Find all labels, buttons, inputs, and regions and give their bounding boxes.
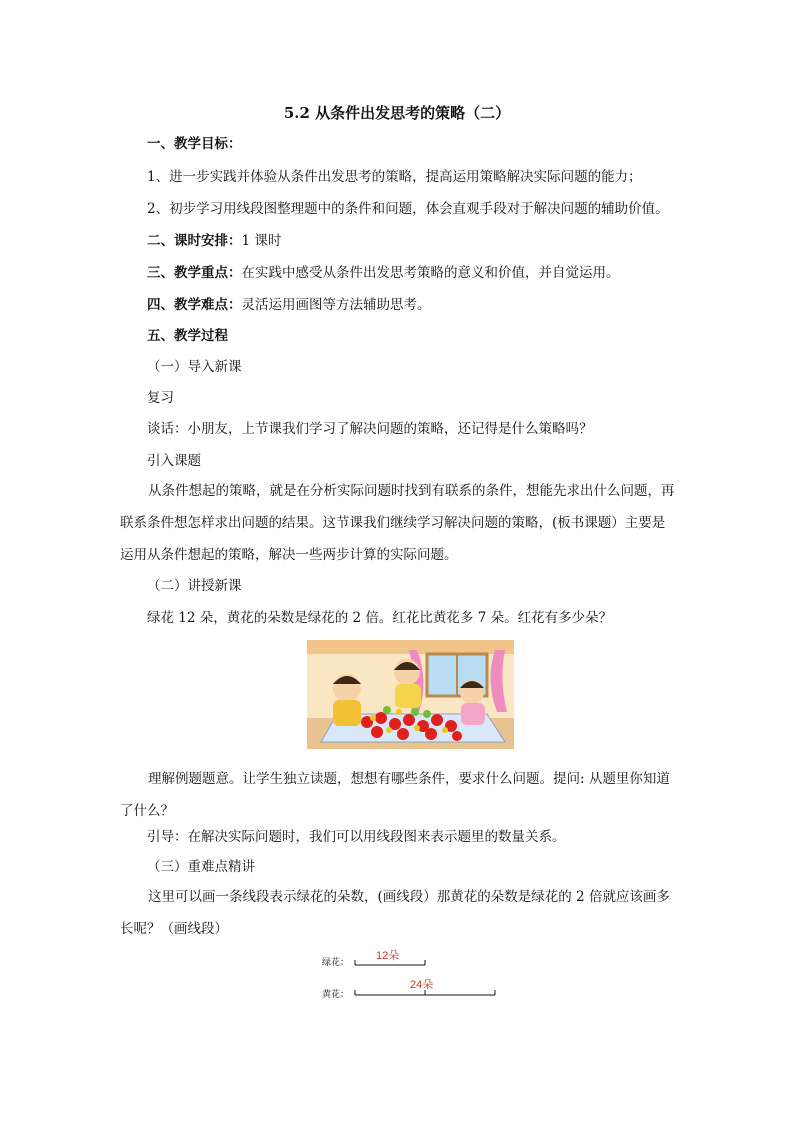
part1-heading: （一）导入新课 [147, 359, 242, 375]
green-value: 12朵 [376, 950, 400, 962]
schedule-row [147, 231, 281, 251]
objective-2: 2、初步学习用线段图整理题中的条件和问题，体会直观手段对于解决问题的辅助价值。 [147, 201, 669, 217]
focus-row [147, 263, 620, 283]
draw-paragraph: 这里可以画一条线段表示绿花的朵数，(画线段）那黄花的朵数是绿花的 2 倍就应该画多长呢？（画线段） [120, 889, 670, 937]
document-title: 5.2 从条件出发思考的策略（二） [283, 104, 511, 122]
schedule-value: 1 课时 [241, 233, 282, 249]
yellow-value: 24朵 [410, 979, 434, 991]
talk-text: 谈话：小朋友，上节课我们学习了解决问题的策略，还记得是什么策略吗？ [147, 421, 593, 437]
children-flowers-illustration [307, 640, 514, 749]
difficulty-label: 四、教学难点： [147, 297, 242, 313]
intro-topic: 引入课题 [147, 453, 201, 469]
yellow-label: 黄花： [322, 989, 350, 999]
focus-label: 三、教学重点： [147, 265, 242, 281]
difficulty-value: 灵活运用画图等方法辅助思考。 [241, 297, 431, 313]
review-label: 复习 [147, 390, 174, 406]
intro-paragraph: 从条件想起的策略，就是在分析实际问题时找到有联系的条件，想能先求出什么问题，再联系条件想怎样求出问题的结果。这节课我们继续学习解决问题的策略，(板书课题）主要是运用从条件想起的策略，解决一些两步计算的实际问题。 [120, 483, 675, 563]
difficulty-row [147, 295, 431, 315]
understand-paragraph: 理解例题题意。让学生独立读题，想想有哪些条件，要求什么问题。提问: 从题里你知道了什么？ [120, 771, 670, 819]
schedule-label: 二、课时安排： [147, 233, 242, 249]
focus-value: 在实践中感受从条件出发思考策略的意义和价值，并自觉运用。 [241, 265, 620, 281]
line-segment-diagram [310, 945, 510, 1005]
objectives-heading: 一、教学目标： [147, 136, 242, 152]
process-heading: 五、教学过程 [147, 328, 228, 344]
part2-heading: （二）讲授新课 [147, 578, 242, 594]
objective-1: 1、进一步实践并体验从条件出发思考的策略，提高运用策略解决实际问题的能力； [147, 169, 642, 185]
green-label: 绿花： [322, 957, 350, 967]
problem-text: 绿花 12 朵，黄花的朵数是绿花的 2 倍。红花比黄花多 7 朵。红花有多少朵？ [147, 610, 613, 626]
part3-heading: （三）重难点精讲 [147, 859, 255, 875]
guide-text: 引导：在解决实际问题时，我们可以用线段图来表示题里的数量关系。 [147, 829, 566, 845]
